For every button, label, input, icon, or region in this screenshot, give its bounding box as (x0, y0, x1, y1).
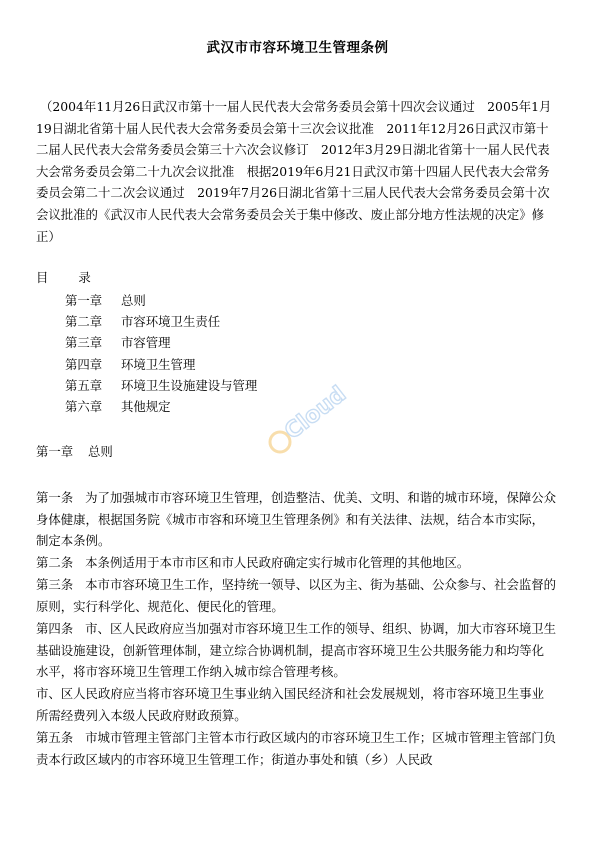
toc-item[interactable] (65, 375, 257, 396)
article-number: 第一条 (36, 490, 74, 505)
article-number: 第二条 (36, 555, 74, 570)
cloud-watermark-icon (262, 382, 352, 462)
toc-heading (36, 268, 91, 286)
toc-item-number: 第五章 (65, 377, 103, 393)
article-text: 本条例适用于本市市区和市人民政府确定实行城市化管理的其他地区。 (85, 555, 470, 570)
toc-item-title: 总则 (121, 293, 146, 308)
article-paragraph (36, 487, 556, 552)
toc-heading-char-2: 录 (78, 270, 91, 285)
article-number: 第五条 (36, 730, 74, 745)
toc-item-title: 环境卫生设施建设与管理 (121, 377, 258, 393)
article-text: 市、区人民政府应当将市容环境卫生事业纳入国民经济和社会发展规划，将市容环境卫生事业所需经费列入本级人民政府财政预算。 (36, 686, 545, 723)
toc-item[interactable] (65, 396, 257, 417)
article-text: 本市市容环境卫生工作，坚持统一领导、以区为主、街为基础、公众参与、社会监督的原则，实行科学化、规范化、便民化的管理。 (36, 577, 557, 614)
toc-item-number: 第四章 (65, 356, 103, 372)
toc-item[interactable] (65, 332, 257, 353)
article-number: 第三条 (36, 577, 74, 592)
chapter-heading (36, 442, 113, 460)
toc-item-title: 市容管理 (121, 335, 171, 351)
article-number: 第四条 (36, 621, 74, 636)
article-text: 市、区人民政府应当加强对市容环境卫生工作的领导、组织、协调，加大市容环境卫生基础设施建设，创新管理体制，建立综合协调机制，提高市容环境卫生公共服务能力和均等化水平，将市容环境卫生管理工作纳入城市综合管理考核。 (36, 621, 557, 680)
table-of-contents (65, 290, 257, 417)
preamble-paragraph: （2004年11月26日武汉市第十一届人民代表大会常务委员会第十四次会议通过 2005年1月19日湖北省第十届人民代表大会常务委员会第十三次会议批准 2011年12月26日武汉市第十二届人民代表大会常务委员会第三十六次会议修订 2012年3月29日湖北省第十一届人民代表大会常务委员会第二十九次会议批准 根据2019年6月21日武汉市第十四届人民代表大会常务委员会第二十二次会议通过 2019年7月26日湖北省第十三届人民代表大会常务委员会第十次会议批准的《武汉市人民代表大会常务委员会关于集中修改、废止部分地方性法规的决定》修正） (36, 99, 552, 244)
article-paragraph (36, 618, 556, 683)
article-text: 市城市管理主管部门主管本市行政区域内的市容环境卫生工作；区城市管理主管部门负责本行政区域内的市容环境卫生管理工作；街道办事处和镇（乡）人民政 (36, 730, 557, 767)
article-paragraph (36, 574, 556, 617)
toc-item[interactable] (65, 354, 257, 375)
toc-item-number: 第三章 (65, 335, 103, 351)
toc-item-number: 第六章 (65, 399, 103, 415)
toc-heading-char-1: 目 (36, 270, 49, 285)
toc-item-title: 其他规定 (121, 399, 171, 415)
svg-text:Cloud: Cloud (280, 382, 352, 445)
chapter-number: 第一章 (36, 444, 74, 459)
article-text: 为了加强城市市容环境卫生管理，创造整洁、优美、文明、和谐的城市环境，保障公众身体健康，根据国务院《城市市容和环境卫生管理条例》和有关法律、法规，结合本市实际，制定本条例。 (36, 490, 557, 549)
toc-item[interactable] (65, 311, 257, 332)
document-title: 武汉市市容环境卫生管理条例 (206, 40, 389, 56)
article-paragraph (36, 552, 556, 574)
chapter-title: 总则 (88, 444, 113, 459)
toc-item-number: 第一章 (65, 293, 103, 308)
toc-item[interactable] (65, 290, 257, 311)
toc-item-title: 市容环境卫生责任 (121, 314, 221, 330)
article-paragraph (36, 727, 556, 770)
toc-item-title: 环境卫生管理 (121, 356, 196, 372)
toc-item-number: 第二章 (65, 314, 103, 330)
article-paragraph (36, 683, 556, 726)
